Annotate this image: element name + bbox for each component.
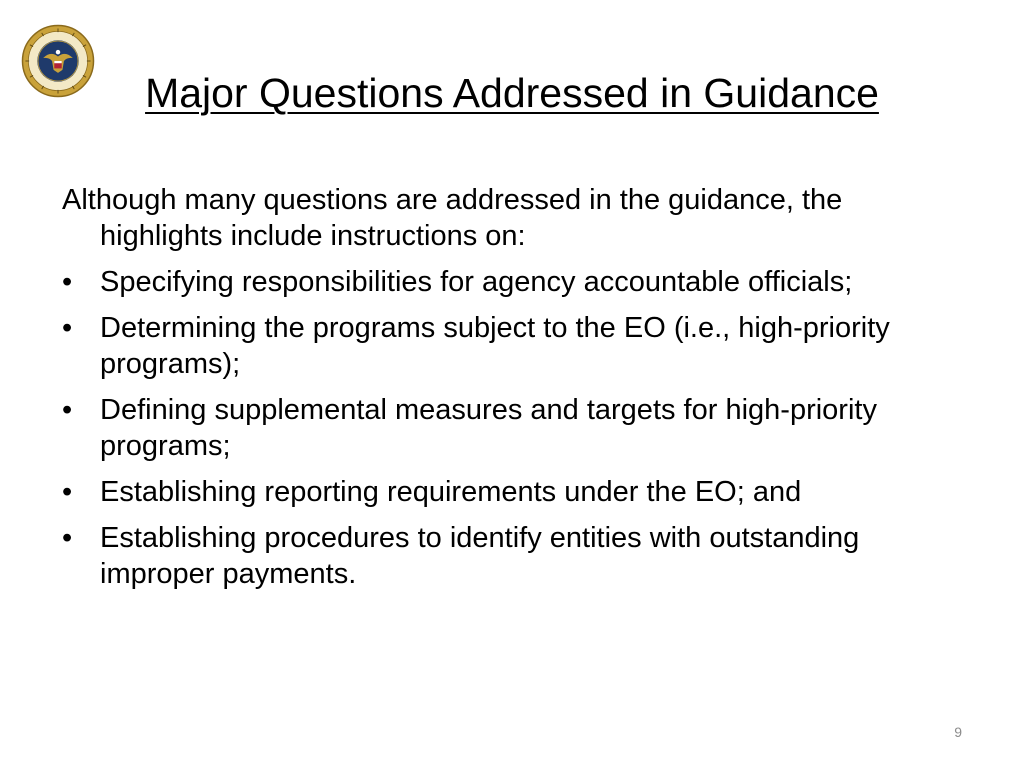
bullet-item — [62, 474, 962, 510]
bullet-text: Establishing procedures to identify entities with outstanding improper payments. — [100, 522, 860, 590]
bullet-text: Establishing reporting requirements under the EO; and — [100, 476, 802, 508]
bullet-item — [62, 520, 962, 592]
bullet-item — [62, 264, 962, 300]
bullet-text: Specifying responsibilities for agency accountable officials; — [100, 266, 853, 298]
bullet-icon: • — [62, 476, 73, 508]
bullet-item — [62, 392, 962, 464]
intro-text: Although many questions are addressed in the guidance, the highlights include instructions on: — [62, 184, 843, 252]
bullet-icon: • — [62, 312, 73, 344]
bullet-text: Defining supplemental measures and targets for high-priority programs; — [100, 394, 877, 462]
bullet-text: Determining the programs subject to the EO (i.e., high-priority programs); — [100, 312, 890, 380]
bullet-icon: • — [62, 394, 73, 426]
page-number: 9 — [954, 724, 962, 740]
slide-title: Major Questions Addressed in Guidance — [145, 70, 879, 116]
bullet-icon: • — [62, 266, 73, 298]
bullet-icon: • — [62, 522, 73, 554]
slide-body — [62, 182, 962, 602]
bullet-item — [62, 310, 962, 382]
bullet-list — [62, 264, 962, 592]
